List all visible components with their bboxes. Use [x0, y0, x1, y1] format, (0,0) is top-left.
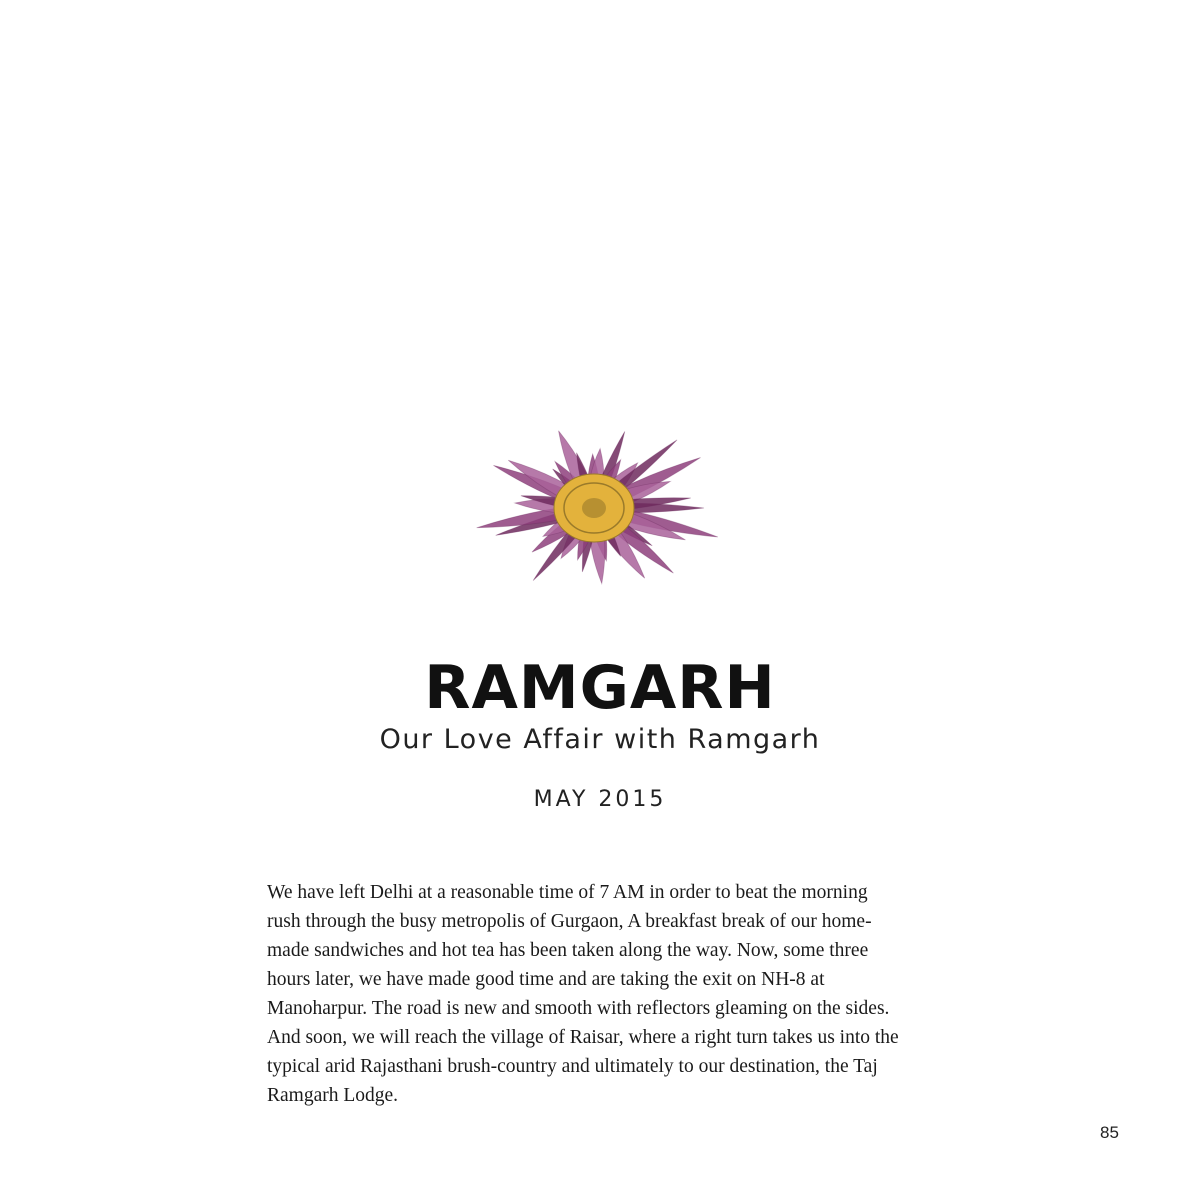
flower-icon [468, 388, 758, 628]
body-paragraph: We have left Delhi at a reasonable time of 7 AM in order to beat the morning rush through the busy metropolis of Gurgaon, A breakfast break of our home- made sandwiches and hot tea has been taken along the way. Now, some three hours later, we have made good time and are taking the exit on NH-8 at Manoharpur. The road is new and smooth with reflectors gleaming on the sides. And soon, we will reach the village of Raisar, where a right turn takes us into the typical arid Rajasthani brush-country and ultimately to our destination, the Taj Ramgarh Lodge. [267, 882, 899, 1106]
page-subtitle: Our Love Affair with Ramgarh [379, 724, 821, 755]
page-title: RAMGARH [424, 653, 776, 723]
page-number: 85 [1100, 1123, 1119, 1142]
flower-center [554, 474, 634, 542]
page-date: MAY 2015 [533, 787, 667, 812]
